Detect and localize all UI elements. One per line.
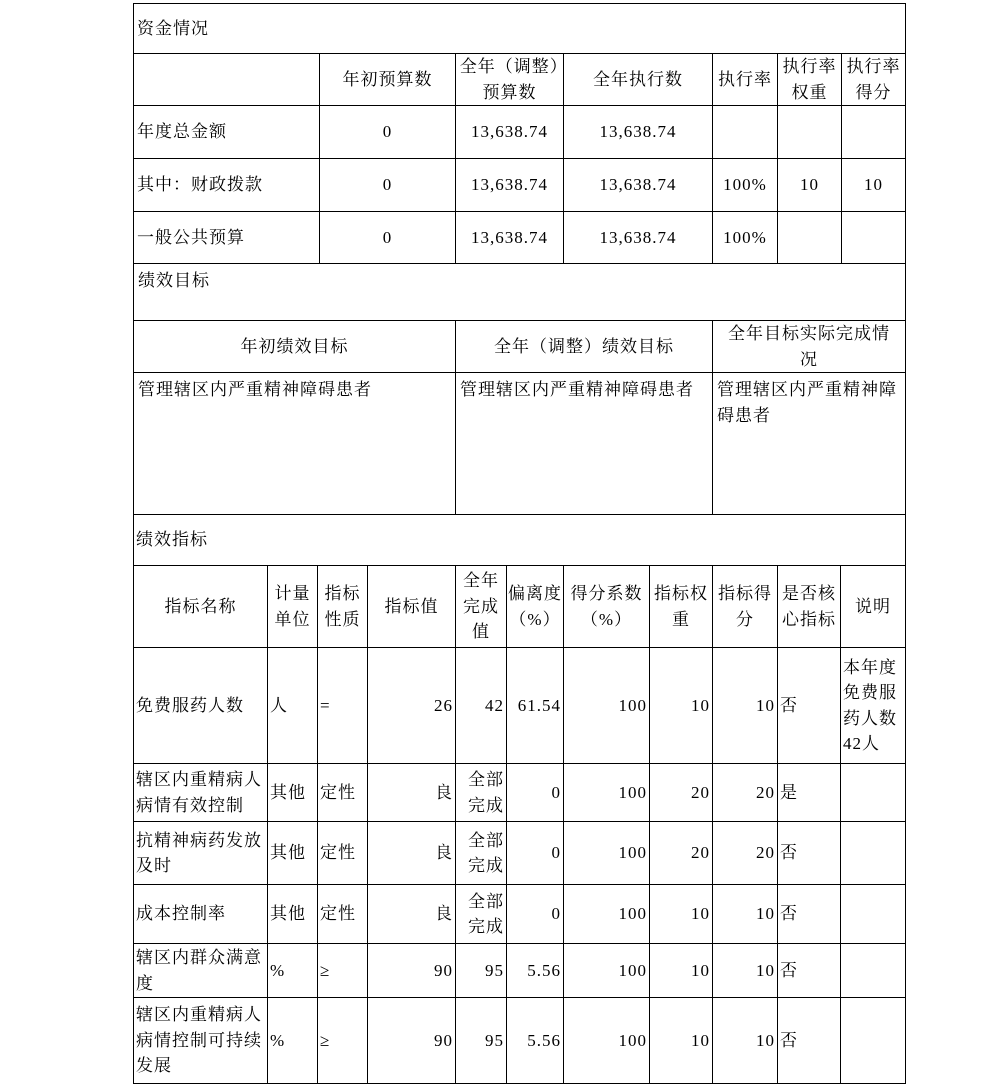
- indicator-cell: 定性: [318, 764, 368, 822]
- goals-col-header-initial: 年初绩效目标: [134, 321, 456, 373]
- indicator-row: [134, 944, 906, 998]
- goals-col-header-adjusted: 全年（调整）绩效目标: [456, 321, 713, 373]
- funding-header-row: [134, 54, 906, 106]
- indicator-note: [841, 822, 906, 885]
- goals-header-row: [134, 321, 906, 373]
- goals-col-header-actual: 全年目标实际完成情况: [713, 321, 906, 373]
- indicator-cell: 人: [268, 648, 318, 764]
- indicator-cell: 良: [368, 822, 456, 885]
- indicator-cell: 42: [456, 648, 507, 764]
- indicator-cell: 5.56: [507, 944, 564, 998]
- funding-col-header-adjusted-budget: 全年（调整）预算数: [456, 54, 564, 106]
- indicator-cell: 100: [564, 944, 650, 998]
- funding-cell: [778, 212, 842, 264]
- indicator-cell: 其他: [268, 885, 318, 944]
- indicator-cell: 定性: [318, 885, 368, 944]
- indicator-col-header-score: 指标得分: [713, 566, 778, 648]
- indicator-name: 辖区内重精病人病情有效控制: [134, 764, 268, 822]
- indicator-cell: 95: [456, 944, 507, 998]
- funding-cell: 0: [320, 159, 456, 212]
- indicator-cell: 0: [507, 822, 564, 885]
- indicator-cell: 20: [713, 822, 778, 885]
- funding-cell: [778, 106, 842, 159]
- goals-cell-actual: 管理辖区内严重精神障碍患者: [713, 373, 906, 515]
- indicator-row: [134, 764, 906, 822]
- indicator-name: 辖区内群众满意度: [134, 944, 268, 998]
- funding-col-header-rate-weight: 执行率权重: [778, 54, 842, 106]
- indicator-cell: 全部完成: [456, 822, 507, 885]
- funding-cell: 10: [842, 159, 906, 212]
- indicator-note: [841, 885, 906, 944]
- funding-row-public-budget: [134, 212, 906, 264]
- goals-cell-initial: 管理辖区内严重精神障碍患者: [134, 373, 456, 515]
- indicator-cell: 90: [368, 998, 456, 1084]
- indicator-cell: 90: [368, 944, 456, 998]
- funding-col-header-exec-rate: 执行率: [713, 54, 778, 106]
- indicator-cell: 10: [713, 998, 778, 1084]
- indicator-cell: 10: [650, 944, 713, 998]
- indicator-cell: %: [268, 944, 318, 998]
- funding-cell: [713, 106, 778, 159]
- indicator-cell: 20: [713, 764, 778, 822]
- funding-row-label: 一般公共预算: [134, 212, 320, 264]
- indicator-col-header-weight: 指标权重: [650, 566, 713, 648]
- indicator-cell: 10: [713, 885, 778, 944]
- indicator-cell: 10: [650, 998, 713, 1084]
- indicator-note: [841, 944, 906, 998]
- indicator-cell: 其他: [268, 764, 318, 822]
- indicators-header-row: [134, 566, 906, 648]
- funding-col-header-blank: [134, 54, 320, 106]
- funding-cell: [842, 212, 906, 264]
- indicator-cell: 否: [778, 885, 841, 944]
- indicator-cell: 否: [778, 648, 841, 764]
- indicators-table: [133, 514, 906, 1084]
- indicator-cell: =: [318, 648, 368, 764]
- indicator-col-header-deviation: 偏离度（%）: [507, 566, 564, 648]
- indicator-cell: 是: [778, 764, 841, 822]
- indicator-cell: 其他: [268, 822, 318, 885]
- funding-cell: 13,638.74: [456, 106, 564, 159]
- indicator-cell: 0: [507, 764, 564, 822]
- indicator-col-header-score-coefficient: 得分系数（%）: [564, 566, 650, 648]
- funding-title-row: [134, 4, 906, 54]
- indicator-cell: 100: [564, 822, 650, 885]
- funding-cell: 13,638.74: [564, 159, 713, 212]
- funding-cell: 0: [320, 212, 456, 264]
- indicator-cell: 20: [650, 764, 713, 822]
- indicator-cell: 100: [564, 885, 650, 944]
- funding-cell: 10: [778, 159, 842, 212]
- funding-cell: 100%: [713, 212, 778, 264]
- funding-row-label: 年度总金额: [134, 106, 320, 159]
- goals-section-title: 绩效目标: [134, 264, 906, 321]
- indicator-cell: %: [268, 998, 318, 1084]
- indicator-col-header-nature: 指标性质: [318, 566, 368, 648]
- indicator-cell: 100: [564, 648, 650, 764]
- indicator-cell: 否: [778, 822, 841, 885]
- indicator-row: [134, 998, 906, 1084]
- indicator-cell: 95: [456, 998, 507, 1084]
- indicator-name: 免费服药人数: [134, 648, 268, 764]
- funding-row-total: [134, 106, 906, 159]
- goals-content-row: [134, 373, 906, 515]
- funding-col-header-executed: 全年执行数: [564, 54, 713, 106]
- indicator-cell: 10: [713, 944, 778, 998]
- funding-col-header-initial-budget: 年初预算数: [320, 54, 456, 106]
- indicator-cell: 否: [778, 944, 841, 998]
- indicator-cell: ≥: [318, 998, 368, 1084]
- indicator-note: [841, 998, 906, 1084]
- report-document: [133, 3, 905, 1084]
- indicator-note: 本年度免费服药人数42人: [841, 648, 906, 764]
- indicator-col-header-name: 指标名称: [134, 566, 268, 648]
- indicator-row: [134, 822, 906, 885]
- indicators-title-row: [134, 515, 906, 566]
- indicator-cell: 10: [650, 885, 713, 944]
- funding-col-header-rate-score: 执行率得分: [842, 54, 906, 106]
- indicator-cell: 100: [564, 998, 650, 1084]
- indicator-col-header-core: 是否核心指标: [778, 566, 841, 648]
- indicator-cell: 10: [713, 648, 778, 764]
- indicator-cell: 否: [778, 998, 841, 1084]
- funding-cell: 13,638.74: [456, 159, 564, 212]
- indicator-cell: ≥: [318, 944, 368, 998]
- funding-row-label: 其中：财政拨款: [134, 159, 320, 212]
- indicator-cell: 良: [368, 764, 456, 822]
- indicator-cell: 全部完成: [456, 764, 507, 822]
- indicator-cell: 100: [564, 764, 650, 822]
- indicator-cell: 20: [650, 822, 713, 885]
- indicator-cell: 良: [368, 885, 456, 944]
- indicator-name: 辖区内重精病人病情控制可持续发展: [134, 998, 268, 1084]
- indicator-col-header-unit: 计量单位: [268, 566, 318, 648]
- indicator-row: [134, 648, 906, 764]
- indicator-name: 成本控制率: [134, 885, 268, 944]
- indicator-col-header-target-value: 指标值: [368, 566, 456, 648]
- indicators-section-title: 绩效指标: [134, 515, 906, 566]
- funding-cell: [842, 106, 906, 159]
- funding-row-fiscal: [134, 159, 906, 212]
- funding-section-title: 资金情况: [134, 4, 906, 54]
- indicator-cell: 0: [507, 885, 564, 944]
- indicator-cell: 26: [368, 648, 456, 764]
- goals-table: [133, 263, 906, 515]
- indicator-col-header-completed-value: 全年完成值: [456, 566, 507, 648]
- funding-cell: 0: [320, 106, 456, 159]
- funding-table: [133, 3, 906, 264]
- indicator-cell: 5.56: [507, 998, 564, 1084]
- indicator-name: 抗精神病药发放及时: [134, 822, 268, 885]
- indicator-note: [841, 764, 906, 822]
- funding-cell: 100%: [713, 159, 778, 212]
- indicator-col-header-note: 说明: [841, 566, 906, 648]
- indicator-cell: 全部完成: [456, 885, 507, 944]
- indicator-cell: 61.54: [507, 648, 564, 764]
- funding-cell: 13,638.74: [564, 106, 713, 159]
- goals-title-row: [134, 264, 906, 321]
- goals-cell-adjusted: 管理辖区内严重精神障碍患者: [456, 373, 713, 515]
- funding-cell: 13,638.74: [456, 212, 564, 264]
- indicator-cell: 定性: [318, 822, 368, 885]
- indicator-cell: 10: [650, 648, 713, 764]
- funding-cell: 13,638.74: [564, 212, 713, 264]
- indicator-row: [134, 885, 906, 944]
